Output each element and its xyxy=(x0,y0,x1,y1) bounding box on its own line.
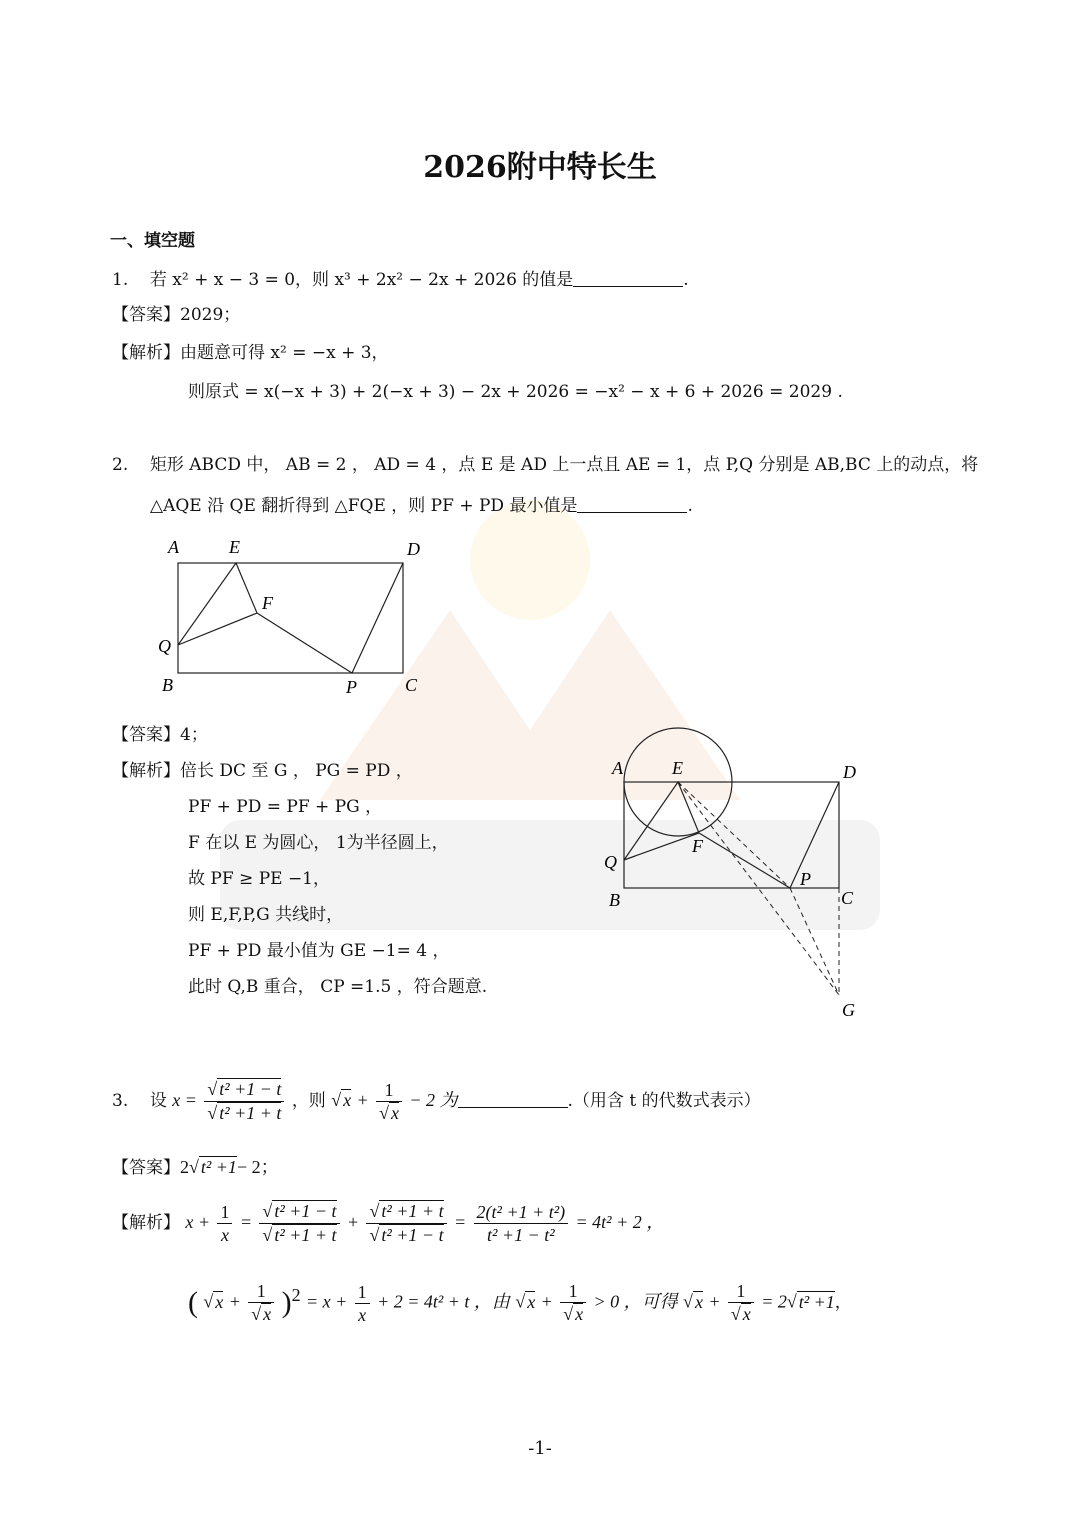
answer-label: 【答案】 xyxy=(112,725,180,745)
fraction: $\frac{1}{x}$ xyxy=(217,1201,232,1246)
analysis-label: 【解析】 xyxy=(112,1213,180,1233)
answer-2 xyxy=(112,720,208,745)
question-end: . xyxy=(683,270,689,290)
question-text: 若 x² + x − 3 = 0，则 x³ + 2x² − 2x + 2026 的值是 xyxy=(149,270,574,290)
math-expr: t² +1 xyxy=(798,1291,835,1312)
math-expr: + 2 = 4t² + t ，由 xyxy=(377,1291,510,1312)
label-f: F xyxy=(262,593,273,613)
page-title: 2026附中特长生 xyxy=(423,150,657,185)
math-expr: − 2 为 xyxy=(409,1090,458,1110)
question-number: 1. xyxy=(112,270,129,290)
analysis-line: 由题意可得 x² = −x + 3， xyxy=(180,343,389,363)
fraction-numerator: 1 xyxy=(376,1079,402,1102)
math-expr: = x + xyxy=(305,1291,348,1312)
math-expr: > 0 ，可得 xyxy=(593,1291,678,1312)
fraction-denominator: t² +1 + t xyxy=(274,1225,337,1245)
question-end: .（用含 t 的代数式表示） xyxy=(567,1091,761,1111)
question-2 xyxy=(112,450,978,475)
fraction: $\frac{\text{√ t² +1 + t}}{\text{√ t² +1 − t}}$ xyxy=(366,1200,446,1247)
analysis-2 xyxy=(112,756,413,781)
analysis-line: 故 PF ≥ PE −1， xyxy=(188,869,331,889)
question-end: . xyxy=(687,496,693,516)
label-d: D xyxy=(843,762,856,782)
analysis-line: PF + PD = PF + PG ， xyxy=(188,797,383,817)
fraction xyxy=(474,1201,569,1246)
answer-blank xyxy=(573,270,683,287)
fraction: $\frac{\text{√ t² +1 − t}}{\text{√ t² +1 + t}}$ xyxy=(204,1078,284,1125)
fraction: $\frac{1}{√ x}$ xyxy=(560,1280,586,1326)
answer-value: 4； xyxy=(180,725,208,745)
punctuation: ， xyxy=(834,1292,852,1313)
answer-value: 2 xyxy=(180,1157,189,1177)
label-f: F xyxy=(692,836,703,856)
fraction-numerator: t² +1 − t xyxy=(274,1201,337,1221)
answer-value: 2029； xyxy=(180,305,241,325)
figure-rectangle-fold xyxy=(150,535,440,700)
math-expr: = 2 xyxy=(761,1291,787,1312)
question-text: ，则 xyxy=(291,1091,326,1111)
answer-blank xyxy=(458,1091,568,1108)
label-b: B xyxy=(162,675,173,695)
math-expr: + xyxy=(346,1212,360,1232)
math-expr: = xyxy=(453,1212,467,1232)
question-2-line-2 xyxy=(150,491,693,516)
label-a: A xyxy=(168,537,179,557)
fraction: $\frac{1}{√ x}$ xyxy=(248,1280,274,1326)
fraction-denominator: t² +1 + t xyxy=(219,1103,282,1123)
math-expr: = xyxy=(239,1212,253,1232)
fraction-denominator: t² +1 − t² xyxy=(487,1225,555,1245)
fraction: $\frac{1}{√ x}$ xyxy=(376,1079,402,1125)
fraction-numerator: t² +1 + t xyxy=(381,1201,444,1221)
analysis-3 xyxy=(112,1200,664,1247)
section-heading: 一、填空题 xyxy=(110,231,195,251)
label-g: G xyxy=(842,1000,855,1020)
answer-1 xyxy=(112,300,240,325)
answer-value: t² +1 xyxy=(200,1157,237,1177)
analysis-label: 【解析】 xyxy=(112,761,180,781)
analysis-line: F 在以 E 为圆心， 1为半径圆上， xyxy=(188,833,449,853)
question-number: 2. xyxy=(112,455,129,475)
label-e: E xyxy=(229,537,240,557)
label-q: Q xyxy=(158,636,171,656)
analysis-line: 倍长 DC 至 G ， PG = PD ， xyxy=(180,761,413,781)
answer-value: − 2； xyxy=(236,1157,279,1177)
analysis-line: 则 E,F,P,G 共线时， xyxy=(188,905,344,925)
answer-blank xyxy=(577,496,687,513)
fraction: $\frac{1}{x}$ xyxy=(355,1281,370,1326)
question-text: 矩形 ABCD 中， AB = 2 ， AD = 4 ，点 E 是 AD 上一点且 AE = 1，点 P,Q 分别是 AB,BC 上的动点，将 xyxy=(149,455,979,475)
label-q: Q xyxy=(604,852,617,872)
question-number: 3. xyxy=(112,1091,129,1111)
math-expr: x = xyxy=(172,1090,197,1110)
question-3: 3. 设 x = $\frac{\text{√ t² +1 − t}}{\text{√ t² +1 + t}}$ ，则 √ x + $\frac{1}{√ x}$ − 2 为 .（用含 t 的代数式表示） xyxy=(112,1079,761,1123)
answer-label: 【答案】 xyxy=(112,1158,180,1178)
question-text: 设 xyxy=(149,1091,167,1111)
fraction-denominator: t² +1 − t xyxy=(381,1225,444,1245)
analysis-1 xyxy=(112,338,389,363)
question-text: △AQE 沿 QE 翻折得到 △FQE ，则 PF + PD 最小值是 xyxy=(150,496,578,516)
answer-3: 【答案】2√ t² +1− 2； xyxy=(112,1157,279,1178)
question-1 xyxy=(112,265,689,290)
fraction-numerator: 2(t² +1 + t²) xyxy=(474,1201,569,1224)
math-expr: x xyxy=(343,1090,352,1110)
analysis-line: 此时 Q,B 重合， CP =1.5 ，符合题意. xyxy=(188,977,488,997)
answer-label: 【答案】 xyxy=(112,305,180,325)
math-expr: x + xyxy=(185,1212,211,1232)
page-number: -1- xyxy=(528,1438,552,1459)
label-p: P xyxy=(346,677,357,697)
fraction: $\frac{1}{√ x}$ xyxy=(728,1280,754,1326)
label-a: A xyxy=(612,758,623,778)
analysis-label: 【解析】 xyxy=(112,343,180,363)
analysis-line: PF + PD 最小值为 GE −1= 4 ， xyxy=(188,941,450,961)
label-p: P xyxy=(800,869,811,889)
math-expr: x xyxy=(215,1291,224,1312)
figure-solution xyxy=(600,720,870,1025)
label-c: C xyxy=(405,675,418,695)
fraction-numerator: t² +1 − t xyxy=(219,1079,282,1099)
label-e: E xyxy=(672,758,683,778)
math-expr: = 4t² + 2 ， xyxy=(575,1212,665,1232)
analysis-line: 则原式 = x(−x + 3) + 2(−x + 3) − 2x + 2026 = −x² − x + 6 + 2026 = 2029 . xyxy=(188,382,843,402)
label-d: D xyxy=(407,539,420,559)
label-b: B xyxy=(609,890,620,910)
analysis-line: ( √ x + $\frac{1}{√ x}$ )$^2$ = x + $\frac{1}{x}$ + 2 = 4t² + t ，由 √ x + $\frac{1}{√ x}$ > 0 ，可得 √ x + $\frac{1}{√ x}$ = 2√ t² +1， xyxy=(188,1281,852,1325)
fraction-denominator: x xyxy=(390,1102,399,1123)
fraction: $\frac{\text{√ t² +1 − t}}{\text{√ t² +1 + t}}$ xyxy=(259,1200,339,1247)
label-c: C xyxy=(841,888,854,908)
